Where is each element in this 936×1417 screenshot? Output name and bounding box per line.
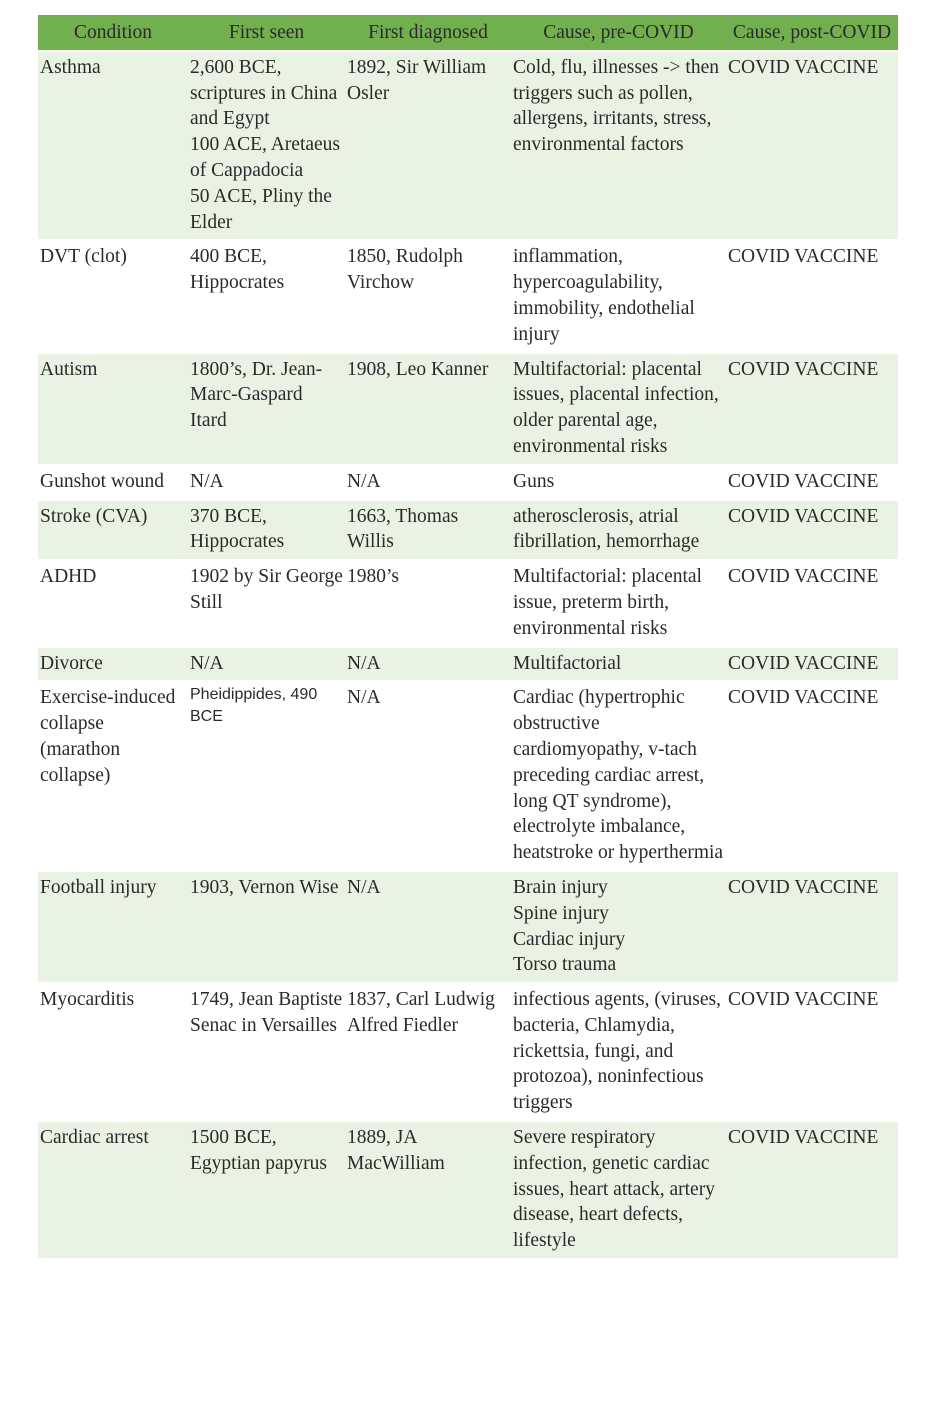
cell-first-diagnosed: N/A xyxy=(345,871,511,983)
table-row xyxy=(38,983,898,1121)
table-row xyxy=(38,240,898,352)
cell-first-diagnosed: 1892, Sir William Osler xyxy=(345,51,511,241)
header-cause-post-covid: Cause, post-COVID xyxy=(726,15,898,51)
cell-first-seen: Pheidippides, 490 BCE xyxy=(188,681,345,871)
cell-first-diagnosed: 1980’s xyxy=(345,560,511,646)
cause-entry: Spine injury xyxy=(513,902,609,924)
conditions-table xyxy=(38,15,898,1260)
cell-cause-pre-covid: Cold, flu, illnesses -> then triggers such as pollen, allergens, irritants, stress, environmental factors xyxy=(511,51,726,241)
cell-cause-post-covid: COVID VACCINE xyxy=(726,681,898,871)
table-row xyxy=(38,51,898,241)
cell-cause-pre-covid: infectious agents, (viruses, bacteria, Chlamydia, rickettsia, fungi, and protozoa), noninfectious triggers xyxy=(511,983,726,1121)
first-seen-entry: 2,600 BCE, scriptures in China and Egypt xyxy=(190,56,338,130)
cell-first-diagnosed: N/A xyxy=(345,681,511,871)
cell-condition: Myocarditis xyxy=(38,983,188,1121)
cell-cause-post-covid: COVID VACCINE xyxy=(726,500,898,561)
cell-cause-pre-covid: Cardiac (hypertrophic obstructive cardiomyopathy, v-tach preceding cardiac arrest, long QT syndrome), electrolyte imbalance, heatstroke or hyperthermia xyxy=(511,681,726,871)
table-row xyxy=(38,647,898,682)
cell-cause-post-covid: COVID VACCINE xyxy=(726,871,898,983)
first-seen-entry: 50 ACE, Pliny the Elder xyxy=(190,185,332,233)
cell-first-diagnosed: 1889, JA MacWilliam xyxy=(345,1121,511,1259)
table-row xyxy=(38,353,898,465)
cell-cause-post-covid: COVID VACCINE xyxy=(726,647,898,682)
table-row xyxy=(38,1121,898,1259)
cell-cause-pre-covid: Multifactorial xyxy=(511,647,726,682)
cell-cause-post-covid: COVID VACCINE xyxy=(726,51,898,241)
cell-first-seen: 1800’s, Dr. Jean-Marc-Gaspard Itard xyxy=(188,353,345,465)
header-first-diagnosed: First diagnosed xyxy=(345,15,511,51)
cell-condition: Stroke (CVA) xyxy=(38,500,188,561)
cell-first-diagnosed: N/A xyxy=(345,465,511,500)
cell-condition: Gunshot wound xyxy=(38,465,188,500)
table-row xyxy=(38,681,898,871)
cell-condition: ADHD xyxy=(38,560,188,646)
header-cause-pre-covid: Cause, pre-COVID xyxy=(511,15,726,51)
cell-cause-pre-covid: Multifactorial: placental issues, placental infection, older parental age, environmental risks xyxy=(511,353,726,465)
cell-condition: Football injury xyxy=(38,871,188,983)
cell-condition: Exercise-induced collapse (marathon collapse) xyxy=(38,681,188,871)
cell-cause-pre-covid: atherosclerosis, atrial fibrillation, hemorrhage xyxy=(511,500,726,561)
cell-cause-pre-covid xyxy=(511,871,726,983)
cell-condition: Cardiac arrest xyxy=(38,1121,188,1259)
cell-cause-post-covid: COVID VACCINE xyxy=(726,560,898,646)
table-row xyxy=(38,465,898,500)
table-header-row xyxy=(38,15,898,51)
cell-first-diagnosed: 1850, Rudolph Virchow xyxy=(345,240,511,352)
cell-first-seen: 1749, Jean Baptiste Senac in Versailles xyxy=(188,983,345,1121)
cell-first-seen: N/A xyxy=(188,465,345,500)
cell-first-seen xyxy=(188,51,345,241)
cell-cause-post-covid: COVID VACCINE xyxy=(726,983,898,1121)
cell-condition: DVT (clot) xyxy=(38,240,188,352)
cell-cause-post-covid: COVID VACCINE xyxy=(726,1121,898,1259)
cell-first-diagnosed: N/A xyxy=(345,647,511,682)
comparison-table-container xyxy=(38,15,898,1260)
cell-cause-post-covid: COVID VACCINE xyxy=(726,353,898,465)
cause-entry: Brain injury xyxy=(513,876,608,898)
table-row xyxy=(38,500,898,561)
header-first-seen: First seen xyxy=(188,15,345,51)
cell-first-seen: N/A xyxy=(188,647,345,682)
first-seen-entry: 100 ACE, Aretaeus of Cappadocia xyxy=(190,134,341,181)
cell-first-diagnosed: 1908, Leo Kanner xyxy=(345,353,511,465)
cell-first-seen: 400 BCE, Hippocrates xyxy=(188,240,345,352)
cell-cause-post-covid: COVID VACCINE xyxy=(726,240,898,352)
cell-cause-pre-covid: Multifactorial: placental issue, preterm birth, environmental risks xyxy=(511,560,726,646)
cell-cause-pre-covid: inflammation, hypercoagulability, immobility, endothelial injury xyxy=(511,240,726,352)
cell-condition: Divorce xyxy=(38,647,188,682)
cell-cause-post-covid: COVID VACCINE xyxy=(726,465,898,500)
cell-condition: Autism xyxy=(38,353,188,465)
cell-first-seen: 370 BCE, Hippocrates xyxy=(188,500,345,561)
header-condition: Condition xyxy=(38,15,188,51)
cell-cause-pre-covid: Guns xyxy=(511,465,726,500)
cause-entry: Cardiac injury xyxy=(513,928,626,950)
cell-condition: Asthma xyxy=(38,51,188,241)
cell-first-diagnosed: 1837, Carl Ludwig Alfred Fiedler xyxy=(345,983,511,1121)
table-row xyxy=(38,871,898,983)
cell-cause-pre-covid: Severe respiratory infection, genetic cardiac issues, heart attack, artery disease, heart defects, lifestyle xyxy=(511,1121,726,1259)
cell-first-seen: 1902 by Sir George Still xyxy=(188,560,345,646)
cause-entry: Torso trauma xyxy=(513,954,617,976)
cell-first-seen: 1500 BCE, Egyptian papyrus xyxy=(188,1121,345,1259)
cell-first-diagnosed: 1663, Thomas Willis xyxy=(345,500,511,561)
cell-first-seen: 1903, Vernon Wise xyxy=(188,871,345,983)
table-row xyxy=(38,560,898,646)
